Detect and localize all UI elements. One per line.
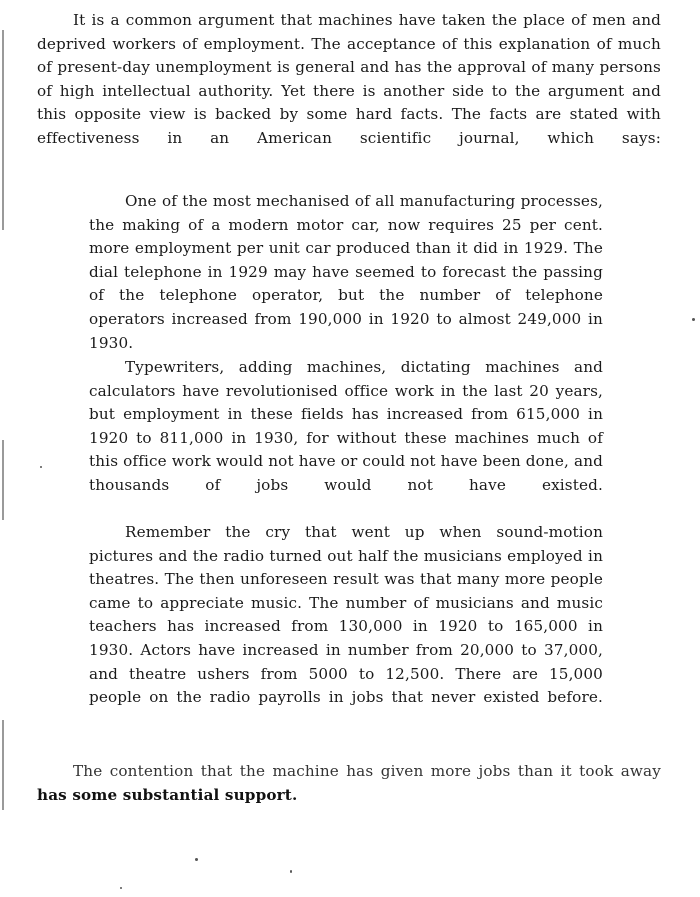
conclusion-bold-text: has some substantial support.: [37, 785, 298, 804]
scan-edge-mark: [2, 720, 4, 810]
intro-paragraph: It is a common argument that machines have taken the place of men and deprived workers of employment. The acceptance of this explanation of much of present-day unemployment is general and has the approval of many persons of high intellectual authority. Yet there is another side to the argument and this opposite view is backed by some hard facts. The facts are stated with effectiveness in an American scientific journal, which says:: [37, 11, 661, 147]
quote-paragraph-office-machines: Typewriters, adding machines, dictating machines and calculators have revolutionised office work in the last 20 years, but employment in these fields has increased from 615,000 in 1920 to 811,000 in 1930, for without these machines much of this office work would not have or could not have been done, and thousands of jobs would not have existed.: [89, 358, 603, 494]
scan-speck: [195, 858, 198, 861]
scan-speck: [120, 887, 122, 889]
scan-speck: [692, 318, 695, 321]
conclusion-text: The contention that the machine has given more jobs than it took away: [73, 762, 661, 780]
quote-paragraph-music: Remember the cry that went up when sound-motion pictures and the radio turned out half the musicians employed in theatres. The then unforeseen result was that many more people came to appreciate music. The number of musicians and music teachers has increased from 130,000 in 1920 to 165,000 in 1930. Actors have increased in number from 20,000 to 37,000, and theatre ushers from 5000 to 12,500. There are 15,000 people on the radio payrolls in jobs that never existed before.: [89, 523, 603, 707]
quote-paragraph-motor-car: One of the most mechanised of all manufacturing processes, the making of a modern motor car, now requires 25 per cent. more employment per unit car produced than it did in 1929. The dial telephone in 1929 may have seemed to forecast the passing of the telephone operator, but the number of telephone operators increased from 190,000 in 1920 to almost 249,000 in 1930.: [89, 192, 603, 352]
scan-edge-mark: [2, 30, 4, 230]
scan-speck: [290, 870, 292, 873]
scan-speck: [40, 466, 42, 468]
scan-edge-mark: [2, 440, 4, 520]
conclusion-paragraph: [37, 760, 661, 807]
